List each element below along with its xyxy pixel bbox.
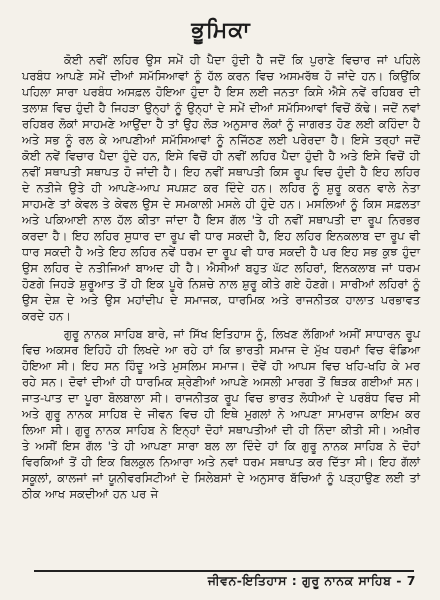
paragraph-1: ਕੋਈ ਨਵੀਂ ਲਹਿਰ ਉਸ ਸਮੇਂ ਹੀ ਪੈਦਾ ਹੁੰਦੀ ਹੈ ਜਦੋਂ ਕਿ ਪੁਰਾਣੇ ਵਿਚਾਰ ਜਾਂ ਪਹਿਲੇ ਪਰਬੰਧ ਆਪਣੇ ਸਮੇਂ ਦੀਆਂ ਸਮੱਸਿਆਵਾਂ ਨੂੰ ਹੱਲ ਕਰਨ ਵਿਚ ਅਸਮਰੱਥ ਹੋ ਜਾਂਦੇ ਹਨ। ਕਿਉਂਕਿ ਪਹਿਲਾ ਸਾਰਾ ਪਰਬੰਧ ਅਸਫ਼ਲ ਹੋਇਆ ਹੁੰਦਾ ਹੈ ਇਸ ਲਈ ਜਨਤਾ ਕਿਸੇ ਐਸੇ ਨਵੇਂ ਰਹਿਬਰ ਦੀ ਤਲਾਸ਼ ਵਿਚ ਹੁੰਦੀ ਹੈ ਜਿਹੜਾ ਉਨ੍ਹਾਂ ਨੂੰ ਉਨ੍ਹਾਂ ਦੇ ਸਮੇਂ ਦੀਆਂ ਸਮੱਸਿਆਵਾਂ ਵਿਚੋਂ ਕੱਢੇ। ਜਦੋਂ ਨਵਾਂ ਰਹਿਬਰ ਲੋਕਾਂ ਸਾਹਮਣੇ ਆਉਂਦਾ ਹੈ ਤਾਂ ਉਹ ਲੋੜ ਅਨੁਸਾਰ ਲੋਕਾਂ ਨੂੰ ਜਾਗਰਤ ਹੋਣ ਲਈ ਕਹਿੰਦਾ ਹੈ ਅਤੇ ਸਭ ਨੂੰ ਰਲ ਕੇ ਆਪਣੀਆਂ ਸਮੱਸਿਆਵਾਂ ਨੂੰ ਨਜਿੱਠਣ ਲਈ ਪਰੇਰਦਾ ਹੈ। ਇਸੇ ਤਰ੍ਹਾਂ ਜਦੋਂ ਕੋਈ ਨਵੇਂ ਵਿਚਾਰ ਪੈਦਾ ਹੁੰਦੇ ਹਨ, ਇਸੇ ਵਿਚੋਂ ਹੀ ਨਵੀਂ ਲਹਿਰ ਪੈਦਾ ਹੁੰਦੀ ਹੈ ਅਤੇ ਇਸੇ ਵਿਚੋਂ ਹੀ ਨਵੀਂ ਸਥਾਪਤੀ ਸਥਾਪਤ ਹੋ ਜਾਂਦੀ ਹੈ। ਇਹ ਨਵੀਂ ਸਥਾਪਤੀ ਕਿਸ ਰੂਪ ਵਿਚ ਹੁੰਦੀ ਹੈ ਇਹ ਲਹਿਰ ਦੇ ਨਤੀਜੇ ਉਤੇ ਹੀ ਆਪਣੇ-ਆਪ ਸਪਸ਼ਟ ਕਰ ਦਿੰਦੇ ਹਨ। ਲਹਿਰ ਨੂੰ ਸ਼ੁਰੂ ਕਰਨ ਵਾਲੇ ਨੇਤਾ ਸਾਹਮਣੇ ਤਾਂ ਕੇਵਲ ਤੇ ਕੇਵਲ ਉਸ ਦੇ ਸਮਕਾਲੀ ਮਸਲੇ ਹੀ ਹੁੰਦੇ ਹਨ। ਮਸਲਿਆਂ ਨੂੰ ਕਿਸ ਸਫ਼ਲਤਾ ਅਤੇ ਪਕਿਆਈ ਨਾਲ ਹੱਲ ਕੀਤਾ ਜਾਂਦਾ ਹੈ ਇਸ ਗੱਲ 'ਤੇ ਹੀ ਨਵੀਂ ਸਥਾਪਤੀ ਦਾ ਰੂਪ ਨਿਰਭਰ ਕਰਦਾ ਹੈ। ਇਹ ਲਹਿਰ ਸੁਧਾਰ ਦਾ ਰੂਪ ਵੀ ਧਾਰ ਸਕਦੀ ਹੈ, ਇਹ ਲਹਿਰ ਇਨਕਲਾਬ ਦਾ ਰੂਪ ਵੀ ਧਾਰ ਸਕਦੀ ਹੈ ਅਤੇ ਇਹ ਲਹਿਰ ਨਵੇਂ ਧਰਮ ਦਾ ਰੂਪ ਵੀ ਧਾਰ ਸਕਦੀ ਹੈ ਪਰ ਇਹ ਸਭ ਕੁਝ ਹੁੰਦਾ ਉਸ ਲਹਿਰ ਦੇ ਨਤੀਜਿਆਂ ਬਾਅਦ ਹੀ ਹੈ। ਐਸੀਆਂ ਬਹੁਤ ਘੱਟ ਲਹਿਰਾਂ, ਇਨਕਲਾਬ ਜਾਂ ਧਰਮ ਹੋਣਗੇ ਜਿਹੜੇ ਸ਼ੁਰੂਆਤ ਤੋਂ ਹੀ ਇਕ ਪੂਰੇ ਨਿਸ਼ਚੇ ਨਾਲ ਸ਼ੁਰੂ ਕੀਤੇ ਗਏ ਹੋਣਗੇ। ਸਾਰੀਆਂ ਲਹਿਰਾਂ ਨੂੰ ਉਸ ਦੇਸ਼ ਦੇ ਅਤੇ ਉਸ ਮਹਾਂਦੀਪ ਦੇ ਸਮਾਜਕ, ਧਾਰਮਿਕ ਅਤੇ ਰਾਜਨੀਤਕ ਹਾਲਾਤ ਪਰਭਾਵਤ ਕਰਦੇ ਹਨ। [22,53,420,323]
running-footer: ਜੀਵਨ-ਇਤਿਹਾਸ : ਗੁਰੂ ਨਾਨਕ ਸਾਹਿਬ - 7 [207,573,416,588]
footer-rule [34,570,414,572]
body-text [22,52,420,502]
paragraph-2: ਗੁਰੂ ਨਾਨਕ ਸਾਹਿਬ ਬਾਰੇ, ਜਾਂ ਸਿੱਖ ਇਤਿਹਾਸ ਨੂੰ, ਲਿਖਣ ਲੱਗਿਆਂ ਅਸੀਂ ਸਾਧਾਰਨ ਰੂਪ ਵਿਚ ਅਕਸਰ ਇਹਿਹੋ ਹੀ ਲਿਖਦੇ ਆ ਰਹੇ ਹਾਂ ਕਿ ਭਾਰਤੀ ਸਮਾਜ ਦੇ ਮੁੱਖ ਧਰਮਾਂ ਵਿਚ ਵੰਡਿਆ ਹੋਇਆ ਸੀ। ਇਹ ਸਨ ਹਿੰਦੂ ਅਤੇ ਮੁਸਲਿਮ ਸਮਾਜ। ਦੋਵੇਂ ਹੀ ਆਪਸ ਵਿਚ ਖਹਿ-ਖਹਿ ਕੇ ਮਰ ਰਹੇ ਸਨ। ਦੋਵਾਂ ਦੀਆਂ ਹੀ ਧਾਰਮਿਕ ਸ਼੍ਰੇਣੀਆਂ ਆਪਣੇ ਅਸਲੀ ਮਾਰਗ ਤੋਂ ਥਿੜਕ ਗਈਆਂ ਸਨ। ਜਾਤ-ਪਾਤ ਦਾ ਪੂਰਾ ਬੋਲਬਾਲਾ ਸੀ। ਰਾਜਨੀਤਕ ਰੂਪ ਵਿਚ ਭਾਰਤ ਲੋਧੀਆਂ ਦੇ ਪਰਬੰਧ ਵਿਚ ਸੀ ਅਤੇ ਗੁਰੂ ਨਾਨਕ ਸਾਹਿਬ ਦੇ ਜੀਵਨ ਵਿਚ ਹੀ ਇਥੇ ਮੁਗਲਾਂ ਨੇ ਆਪਣਾ ਸਾਮਰਾਜ ਕਾਇਮ ਕਰ ਲਿਆ ਸੀ। ਗੁਰੂ ਨਾਨਕ ਸਾਹਿਬ ਨੇ ਇਨ੍ਹਾਂ ਦੋਹਾਂ ਸਥਾਪਤੀਆਂ ਦੀ ਹੀ ਨਿੰਦਾ ਕੀਤੀ ਸੀ। ਅਖ਼ੀਰ ਤੇ ਅਸੀਂ ਇਸ ਗੱਲ 'ਤੇ ਹੀ ਆਪਣਾ ਸਾਰਾ ਬਲ ਲਾ ਦਿੰਦੇ ਹਾਂ ਕਿ ਗੁਰੂ ਨਾਨਕ ਸਾਹਿਬ ਨੇ ਦੋਹਾਂ ਵਿਰਕਿਆਂ ਤੋਂ ਹੀ ਇਕ ਬਿਲਕੁਲ ਨਿਆਰਾ ਅਤੇ ਨਵਾਂ ਧਰਮ ਸਥਾਪਤ ਕਰ ਦਿੱਤਾ ਸੀ। ਇਹ ਗੱਲਾਂ ਸਕੂਲਾਂ, ਕਾਲਜਾਂ ਜਾਂ ਯੂਨੀਵਰਸਿਟੀਆਂ ਦੇ ਸਿਲੇਬਸਾਂ ਦੇ ਅਨੁਸਾਰ ਬੱਚਿਆਂ ਨੂੰ ਪੜ੍ਹਾਉਣ ਲਈ ਤਾਂ ਠੀਕ ਆਖ ਸਕਦੀਆਂ ਹਨ ਪਰ ਜੇ [22,327,420,501]
page-title: ਭੂਮਿਕਾ [191,18,251,43]
